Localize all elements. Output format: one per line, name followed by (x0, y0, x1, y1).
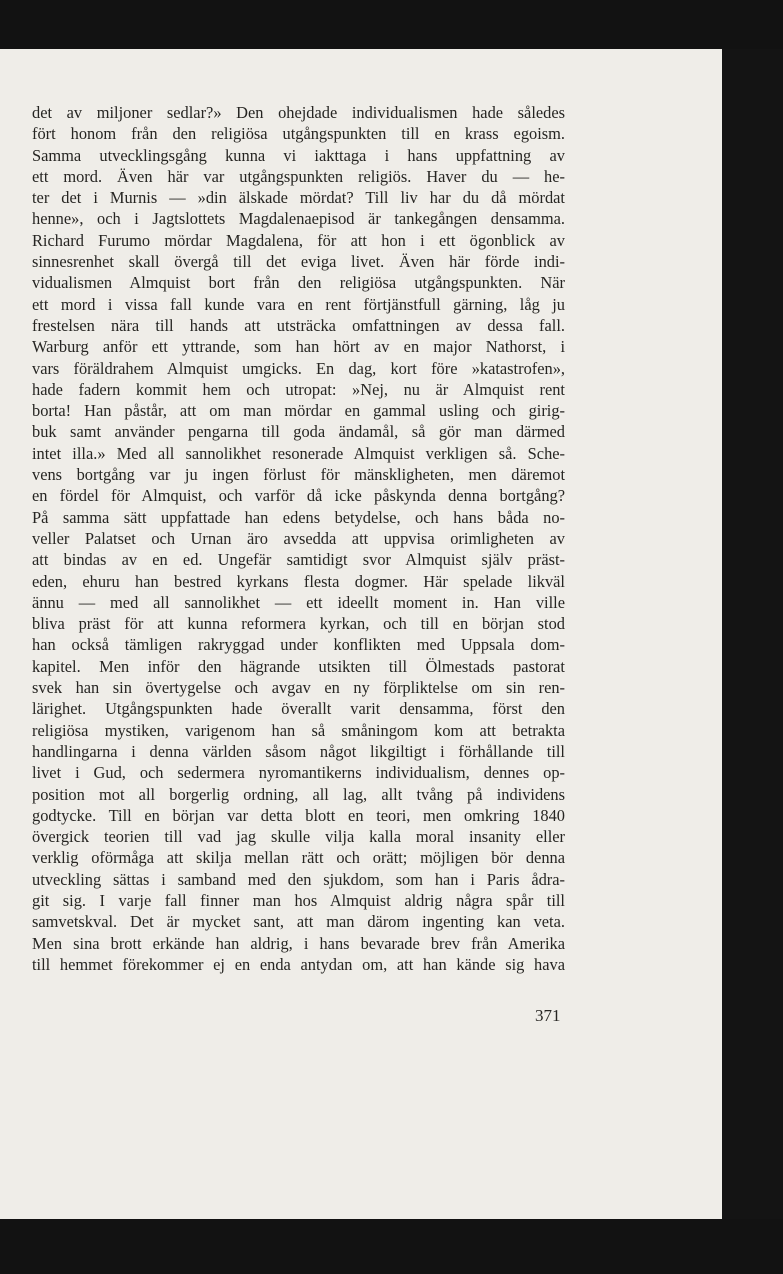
text-line: Richard Furumo mördar Magdalena, för att hon i ett ögonblick av (32, 230, 565, 250)
text-line: bliva präst för att kunna reformera kyrkan, och till en början stod (32, 614, 565, 634)
text-line: git sig. I varje fall finner man hos Almquist aldrig några spår till (32, 890, 565, 910)
text-line: frestelsen nära till hands att utsträcka omfattningen av dessa fall. (32, 315, 565, 335)
body-text (32, 102, 565, 975)
page-edge-shadow (722, 49, 783, 1219)
text-line: kapitel. Men inför den hägrande utsikten till Ölmestads pastorat (32, 656, 565, 676)
text-line: vidualismen Almquist bort från den religiösa utgångspunkten. När (32, 273, 565, 293)
text-line: buk samt använder pengarna till goda ändamål, så gör man därmed (32, 422, 565, 442)
text-line: ett mord i vissa fall kunde vara en rent förtjänstfull gärning, låg ju (32, 294, 565, 314)
text-line: ännu — med all sannolikhet — ett ideellt moment in. Han ville (32, 592, 565, 612)
text-line: Warburg anför ett yttrande, som han hört av en major Nathorst, i (32, 337, 565, 357)
text-line: henne», och i Jagtslottets Magdalenaepisod är tankegången densamma. (32, 209, 565, 229)
text-line: till hemmet förekommer ej en enda antydan om, att han kände sig hava (32, 954, 565, 974)
text-line: Men sina brott erkände han aldrig, i hans bevarade brev från Amerika (32, 933, 565, 953)
text-line: en fördel för Almquist, och varför då icke påskynda denna bortgång? (32, 486, 565, 506)
text-line: vens bortgång var ju ingen förlust för mänskligheten, men däremot (32, 465, 565, 485)
text-line: veller Palatset och Urnan äro avsedda att uppvisa orimligheten av (32, 528, 565, 548)
text-line: han också tämligen rakryggad under konflikten med Uppsala dom- (32, 635, 565, 655)
text-line: att bindas av en ed. Ungefär samtidigt svor Almquist själv präst- (32, 550, 565, 570)
text-line: På samma sätt uppfattade han edens betydelse, och hans båda no- (32, 507, 565, 527)
text-line: verklig oförmåga att skilja mellan rätt och orätt; möjligen bör denna (32, 848, 565, 868)
text-line: övergick teorien till vad jag skulle vilja kalla moral insanity eller (32, 827, 565, 847)
text-line: samvetskval. Det är mycket sant, att man därom ingenting kan veta. (32, 912, 565, 932)
text-line: hade fadern kommit hem och utropat: »Nej, nu är Almquist rent (32, 379, 565, 399)
text-line: svek han sin övertygelse och avgav en ny förpliktelse om sin ren- (32, 678, 565, 698)
page-number: 371 (535, 1006, 561, 1025)
text-line: eden, ehuru han bestred kyrkans flesta dogmer. Här spelade likväl (32, 571, 565, 591)
text-line: vars föräldrahem Almquist umgicks. En dag, kort före »katastrofen», (32, 358, 565, 378)
text-line: ett mord. Även här var utgångspunkten religiös. Haver du — he- (32, 166, 565, 186)
text-line: position mot all borgerlig ordning, all lag, allt tvång på individens (32, 784, 565, 804)
text-line: handlingarna i denna världen såsom något likgiltigt i förhållande till (32, 741, 565, 761)
text-line: Samma utvecklingsgång kunna vi iakttaga i hans uppfattning av (32, 145, 565, 165)
text-line: ter det i Murnis — »din älskade mördat? Till liv har du då mördat (32, 188, 565, 208)
text-line: lärighet. Utgångspunkten hade överallt varit densamma, först den (32, 699, 565, 719)
text-line: religiösa mystiken, varigenom han så småningom kom att betrakta (32, 720, 565, 740)
text-line: sinnesrenhet skall övergå till det eviga livet. Även här förde indi- (32, 252, 565, 272)
text-line: intet illa.» Med all sannolikhet resonerade Almquist verkligen så. Sche- (32, 443, 565, 463)
text-line: livet i Gud, och sedermera nyromantikerns individualism, dennes op- (32, 763, 565, 783)
text-line: det av miljoner sedlar?» Den ohejdade individualismen hade således (32, 103, 565, 122)
text-line: utveckling sättas i samband med den sjukdom, som han i Paris ådra- (32, 869, 565, 889)
text-line: fört honom från den religiösa utgångspunkten till en krass egoism. (32, 124, 565, 144)
text-line: borta! Han påstår, att om man mördar en gammal usling och girig- (32, 401, 565, 421)
text-line: godtycke. Till en början var detta blott en teori, men omkring 1840 (32, 805, 565, 825)
